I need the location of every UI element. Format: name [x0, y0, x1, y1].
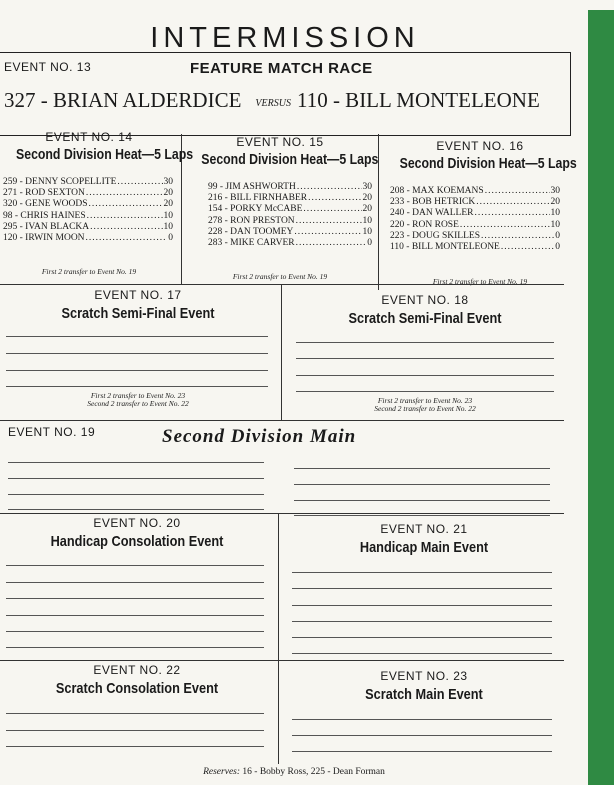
- event-15-label: EVENT NO. 15: [236, 135, 324, 149]
- event-20-title: Handicap Consolation Event: [50, 533, 224, 550]
- driver-row: 283 - MIKE CARVER ..... 0: [208, 238, 372, 249]
- driver-row: 223 - DOUG SKILLES ..... 0: [390, 231, 560, 242]
- event-16-heat: [382, 139, 578, 253]
- next-page-edge: [588, 10, 614, 785]
- reserves-names: 16 - Bobby Ross, 225 - Dean Forman: [240, 767, 385, 777]
- driver-row: 208 - MAX KOEMANS ..... 30: [390, 186, 560, 197]
- page-title: INTERMISSION: [150, 22, 420, 54]
- event-15-title: Second Division Heat—5 Laps: [201, 151, 379, 168]
- result-line: [296, 375, 554, 376]
- event-16-transfer-note: First 2 transfer to Event No. 19: [432, 277, 528, 286]
- driver-row: 154 - PORKY McCABE ..... 20: [208, 204, 372, 215]
- event-21-title: Handicap Main Event: [359, 539, 489, 556]
- event-19-label: EVENT NO. 19: [8, 425, 96, 439]
- result-line: [8, 462, 264, 463]
- event-15-heat: [184, 135, 379, 249]
- driver-row: 120 - IRWIN MOON ..... 0: [3, 233, 173, 244]
- result-line: [6, 598, 264, 599]
- event-14-heat: [0, 130, 194, 244]
- transfer-line-1: First 2 transfer to Event No. 23: [90, 391, 186, 400]
- result-line: [294, 515, 550, 516]
- divider: [0, 513, 564, 514]
- result-line: [294, 500, 550, 501]
- event-17-transfer-note: [0, 392, 276, 408]
- driver-row: 99 - JIM ASHWORTH ..... 30: [208, 182, 372, 193]
- result-line: [6, 565, 264, 566]
- transfer-line-1: First 2 transfer to Event No. 23: [377, 396, 473, 405]
- match-driver-1: 327 - BRIAN ALDERDICE: [4, 88, 242, 112]
- result-line: [6, 370, 268, 371]
- event-20-header: [0, 516, 274, 550]
- result-line: [292, 588, 552, 589]
- result-line: [294, 468, 550, 469]
- event-21-label: EVENT NO. 21: [380, 522, 468, 536]
- event-17-label: EVENT NO. 17: [94, 288, 182, 302]
- event-14-label: EVENT NO. 14: [45, 130, 133, 144]
- divider: [0, 420, 564, 421]
- result-line: [6, 746, 264, 747]
- result-line: [292, 572, 552, 573]
- match-driver-2: 110 - BILL MONTELEONE: [296, 88, 540, 112]
- event-13-label: EVENT NO. 13: [4, 60, 92, 74]
- transfer-line-2: Second 2 transfer to Event No. 22: [374, 404, 476, 413]
- event-17-header: [0, 288, 276, 322]
- driver-row: 240 - DAN WALLER ..... 10: [390, 208, 560, 219]
- result-line: [8, 509, 264, 510]
- reserves-line: [0, 767, 588, 777]
- result-line: [6, 582, 264, 583]
- result-line: [6, 615, 264, 616]
- event-14-title: Second Division Heat—5 Laps: [16, 146, 194, 163]
- event-23-title: Scratch Main Event: [365, 686, 483, 703]
- event-22-title: Scratch Consolation Event: [55, 680, 219, 697]
- driver-row: 278 - RON PRESTON ..... 10: [208, 216, 372, 227]
- result-line: [292, 653, 552, 654]
- event-23-label: EVENT NO. 23: [380, 669, 468, 683]
- divider: [0, 660, 564, 661]
- event-20-label: EVENT NO. 20: [93, 516, 181, 530]
- transfer-line-2: Second 2 transfer to Event No. 22: [87, 399, 189, 408]
- event-23-header: [284, 669, 564, 703]
- driver-row: 320 - GENE WOODS ..... 20: [3, 199, 173, 210]
- driver-row: 216 - BILL FIRNHABER ..... 20: [208, 193, 372, 204]
- versus-text: VERSUS: [255, 98, 291, 109]
- event-21-header: [284, 522, 564, 556]
- event-18-title: Scratch Semi-Final Event: [348, 310, 502, 327]
- result-line: [8, 494, 264, 495]
- event-14-transfer-note: First 2 transfer to Event No. 19: [41, 267, 137, 276]
- reserves-label: Reserves:: [203, 767, 241, 777]
- event-15-transfer-note: First 2 transfer to Event No. 19: [232, 272, 328, 281]
- result-line: [6, 631, 264, 632]
- feature-match-race-heading: FEATURE MATCH RACE: [190, 60, 373, 77]
- result-line: [292, 637, 552, 638]
- result-line: [294, 484, 550, 485]
- driver-row: 295 - IVAN BLACKA ..... 10: [3, 222, 173, 233]
- result-line: [6, 713, 264, 714]
- result-line: [296, 342, 554, 343]
- result-line: [292, 621, 552, 622]
- driver-row: 228 - DAN TOOMEY ..... 10: [208, 227, 372, 238]
- result-line: [292, 719, 552, 720]
- driver-row: 110 - BILL MONTELEONE ..... 0: [390, 242, 560, 253]
- driver-row: 98 - CHRIS HAINES ..... 10: [3, 211, 173, 222]
- driver-row: 233 - BOB HETRICK ..... 20: [390, 197, 560, 208]
- divider: [0, 284, 564, 285]
- event-18-header: [286, 293, 564, 327]
- result-line: [296, 358, 554, 359]
- driver-row: 259 - DENNY SCOPELLITE ..... 30: [3, 177, 173, 188]
- result-line: [8, 478, 264, 479]
- result-line: [292, 751, 552, 752]
- match-race-drivers: [4, 88, 540, 113]
- event-17-title: Scratch Semi-Final Event: [61, 305, 215, 322]
- event-16-title: Second Division Heat—5 Laps: [399, 155, 577, 172]
- result-line: [292, 735, 552, 736]
- result-line: [6, 353, 268, 354]
- divider: [281, 285, 282, 421]
- result-line: [296, 391, 554, 392]
- result-line: [292, 605, 552, 606]
- divider: [278, 514, 279, 764]
- driver-row: 271 - ROD SEXTON ..... 20: [3, 188, 173, 199]
- event-18-transfer-note: [286, 397, 564, 413]
- result-line: [6, 336, 268, 337]
- result-line: [6, 647, 264, 648]
- event-18-label: EVENT NO. 18: [381, 293, 469, 307]
- result-line: [6, 386, 268, 387]
- event-16-label: EVENT NO. 16: [436, 139, 524, 153]
- event-19-title: Second Division Main: [162, 426, 357, 447]
- driver-row: 220 - RON ROSE ..... 10: [390, 220, 560, 231]
- event-22-header: [0, 663, 274, 697]
- event-22-label: EVENT NO. 22: [93, 663, 181, 677]
- result-line: [6, 730, 264, 731]
